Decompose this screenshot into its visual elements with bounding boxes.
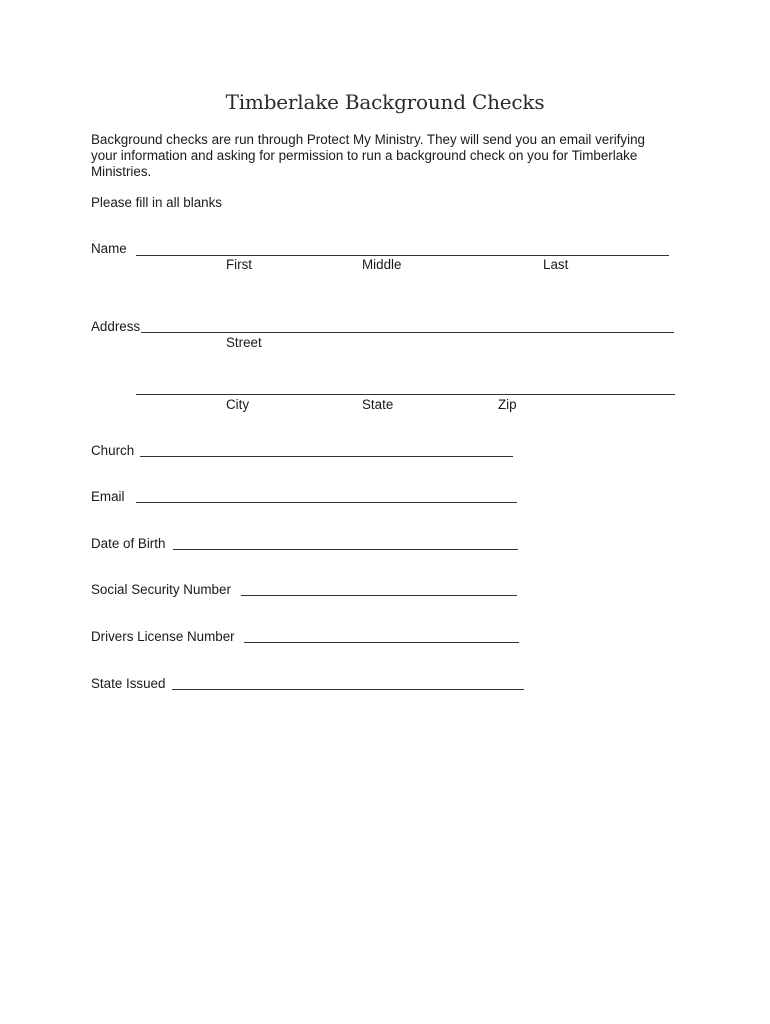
page-title: Timberlake Background Checks: [225, 90, 545, 114]
instruction-text: Please fill in all blanks: [91, 195, 222, 210]
intro-line: Ministries.: [91, 164, 152, 179]
city-caption: City: [226, 397, 250, 412]
address-label: Address: [91, 319, 141, 334]
name-label: Name: [91, 241, 127, 256]
church-field[interactable]: [140, 456, 513, 457]
state-issued-label: State Issued: [91, 676, 166, 691]
first-name-caption: First: [226, 257, 253, 272]
middle-name-caption: Middle: [362, 257, 402, 272]
intro-paragraph: [91, 132, 691, 180]
last-name-caption: Last: [543, 257, 569, 272]
zip-caption: Zip: [498, 397, 517, 412]
dob-field[interactable]: [173, 549, 518, 550]
email-field[interactable]: [136, 502, 517, 503]
ssn-field[interactable]: [241, 595, 517, 596]
license-field[interactable]: [244, 642, 519, 643]
name-field[interactable]: [136, 255, 669, 256]
state-caption: State: [362, 397, 394, 412]
license-label: Drivers License Number: [91, 629, 235, 644]
street-caption: Street: [226, 335, 262, 350]
state-issued-field[interactable]: [172, 689, 524, 690]
church-label: Church: [91, 443, 135, 458]
street-address-field[interactable]: [141, 332, 674, 333]
email-label: Email: [91, 489, 125, 504]
ssn-label: Social Security Number: [91, 582, 231, 597]
intro-line: your information and asking for permission to run a background check on you for Timberlake: [91, 148, 638, 163]
intro-line: Background checks are run through Protect My Ministry. They will send you an email verifying: [91, 132, 645, 147]
city-state-zip-field[interactable]: [136, 394, 675, 395]
dob-label: Date of Birth: [91, 536, 166, 551]
